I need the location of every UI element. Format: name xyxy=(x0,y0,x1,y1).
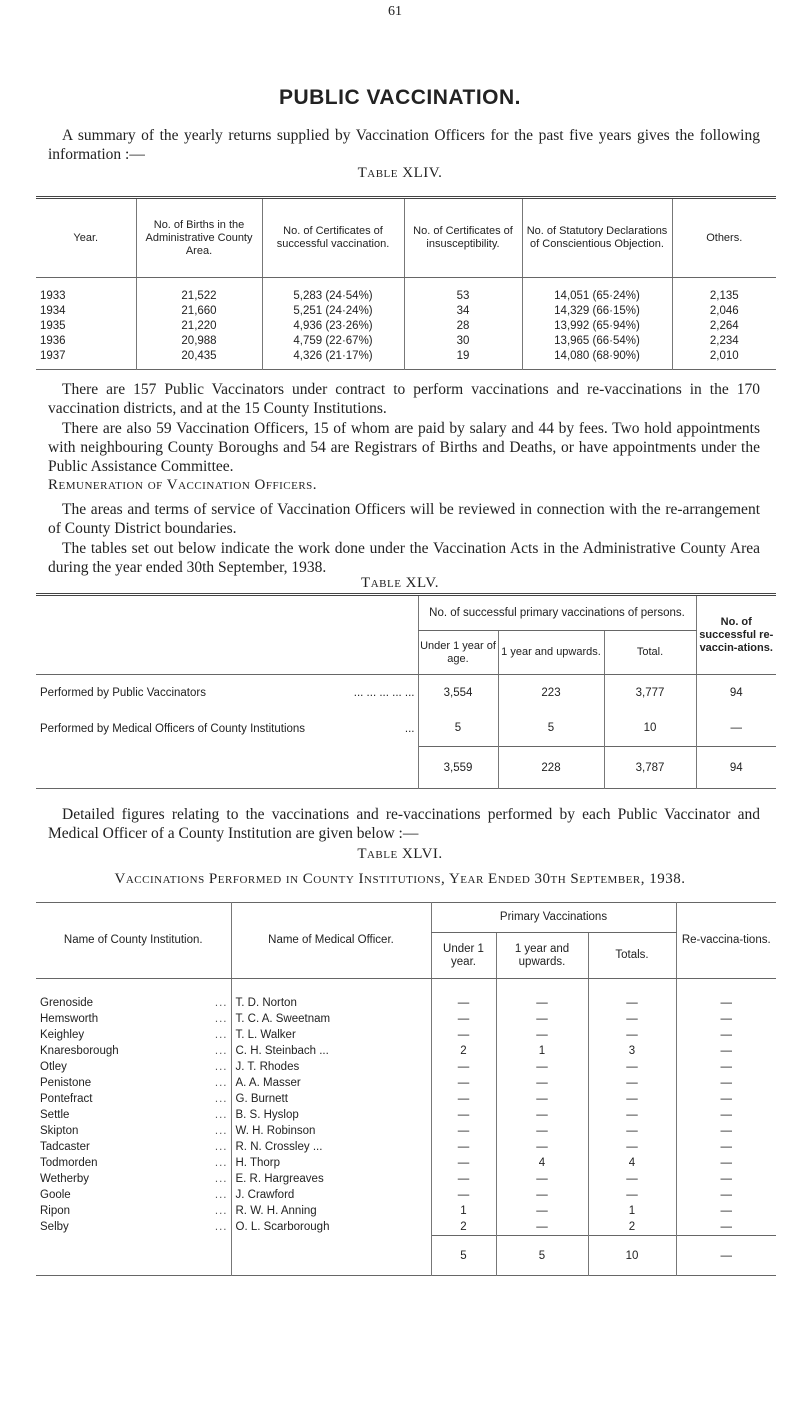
table-row xyxy=(36,333,776,348)
table-row xyxy=(36,1107,776,1123)
cell-revacc: — xyxy=(676,1155,776,1171)
cell: 5,283 (24·54%) xyxy=(262,278,404,304)
col-header-year: Year. xyxy=(36,198,136,278)
cell-under1: — xyxy=(431,1139,496,1155)
cell-totals: — xyxy=(588,1027,676,1043)
cell: 14,051 (65·24%) xyxy=(522,278,672,304)
cell-under1: — xyxy=(431,1091,496,1107)
col-header-births: No. of Births in the Administrative County Area. xyxy=(136,198,262,278)
table-row xyxy=(36,1203,776,1219)
table-xliv xyxy=(36,196,776,370)
totals-row xyxy=(36,1236,776,1276)
table44-caption: Table XLIV. xyxy=(357,165,443,181)
cell: 28 xyxy=(404,318,522,333)
cell-revacc: — xyxy=(676,1171,776,1187)
officer-name: H. Thorp xyxy=(231,1155,431,1171)
table-row xyxy=(36,1059,776,1075)
cell-under1: — xyxy=(431,1171,496,1187)
cell-revacc: — xyxy=(676,1043,776,1059)
paragraph-detailed: Detailed figures relating to the vaccinations and re-vaccinations performed by each Public Vaccinator and Medical Officer of a County Institution are given below :— xyxy=(48,806,760,842)
cell-totals: — xyxy=(588,1123,676,1139)
cell: 1937 xyxy=(40,349,66,362)
col-header-others: Others. xyxy=(672,198,776,278)
totals-row xyxy=(36,747,776,789)
cell-totals: 3 xyxy=(588,1043,676,1059)
cell-totals: 2 xyxy=(588,1219,676,1236)
table-row xyxy=(36,711,776,747)
institution-name: Otley ... xyxy=(40,1061,228,1073)
total-cell: 228 xyxy=(498,747,604,789)
table-xlv xyxy=(36,593,776,789)
col-header-upwards: 1 year and upwards. xyxy=(498,631,604,675)
table-row xyxy=(36,1027,776,1043)
col-header-under1: Under 1 year. xyxy=(431,933,496,979)
cell: 1933 xyxy=(40,289,66,302)
total-cell: 3,787 xyxy=(604,747,696,789)
cell-under1: — xyxy=(431,1059,496,1075)
officer-name: R. N. Crossley ... xyxy=(231,1139,431,1155)
table-row xyxy=(36,1091,776,1107)
cell: 1934 xyxy=(40,304,66,317)
paragraph-review: The areas and terms of service of Vaccination Officers will be reviewed in connection with the re-arrangement of County District boundaries. xyxy=(48,501,760,537)
cell-under1: — xyxy=(431,1075,496,1091)
col-header-institution: Name of County Institution. xyxy=(36,903,231,979)
cell: 21,522 xyxy=(136,278,262,304)
cell-totals: 4 xyxy=(588,1155,676,1171)
col-header-revacc: Re-vaccina-tions. xyxy=(676,903,776,979)
cell-under1: — xyxy=(431,1027,496,1043)
cell-upwards: — xyxy=(496,1011,588,1027)
officer-name: J. T. Rhodes xyxy=(231,1059,431,1075)
officer-name: G. Burnett xyxy=(231,1091,431,1107)
cell-totals: 1 xyxy=(588,1203,676,1219)
cell-revacc: — xyxy=(676,1075,776,1091)
officer-name: O. L. Scarborough xyxy=(231,1219,431,1236)
institution-name: Ripon ... xyxy=(40,1205,228,1217)
cell: 2,010 xyxy=(672,348,776,370)
table-row xyxy=(36,1011,776,1027)
institution-name: Todmorden ... xyxy=(40,1157,228,1169)
cell-revacc: — xyxy=(676,1139,776,1155)
section-heading-remuneration: Remuneration of Vaccination Officers. xyxy=(48,477,318,493)
cell: 20,435 xyxy=(136,348,262,370)
cell-totals: — xyxy=(588,1107,676,1123)
paragraph-tables-intro: The tables set out below indicate the work done under the Vaccination Acts in the Administrative County Area during the year ended 30th September, 1938. xyxy=(48,540,760,576)
table-row xyxy=(36,675,776,711)
blank-cell xyxy=(231,1236,431,1276)
institution-name: Pontefract ... xyxy=(40,1093,228,1105)
cell-upwards: — xyxy=(496,1027,588,1043)
row-label: Performed by Medical Officers of County Institutions ... xyxy=(40,722,415,735)
table46-caption: Table XLVI. xyxy=(357,846,443,862)
officer-name: B. S. Hyslop xyxy=(231,1107,431,1123)
col-header-upwards: 1 year and upwards. xyxy=(496,933,588,979)
blank-header xyxy=(36,595,418,675)
cell-revacc: — xyxy=(676,1059,776,1075)
cell: 1936 xyxy=(40,334,66,347)
cell-revacc: — xyxy=(676,1011,776,1027)
cell: 2,234 xyxy=(672,333,776,348)
table-row xyxy=(36,318,776,333)
cell: 19 xyxy=(404,348,522,370)
cell-totals: — xyxy=(588,1171,676,1187)
total-cell: 3,559 xyxy=(418,747,498,789)
institution-name: Grenoside ... xyxy=(40,997,228,1009)
table-row xyxy=(36,348,776,370)
cell-upwards: — xyxy=(496,1091,588,1107)
group-header-primary: Primary Vaccinations xyxy=(431,903,676,933)
cell: 14,329 (66·15%) xyxy=(522,303,672,318)
col-header-officer: Name of Medical Officer. xyxy=(231,903,431,979)
table-row xyxy=(36,1075,776,1091)
cell-under1: 2 xyxy=(431,1043,496,1059)
cell: 13,965 (66·54%) xyxy=(522,333,672,348)
cell: 5,251 (24·24%) xyxy=(262,303,404,318)
cell-under1: — xyxy=(431,1107,496,1123)
cell-totals: — xyxy=(588,1139,676,1155)
officer-name: A. A. Masser xyxy=(231,1075,431,1091)
cell: 30 xyxy=(404,333,522,348)
table-row xyxy=(36,303,776,318)
cell: 223 xyxy=(498,675,604,711)
cell: 2,046 xyxy=(672,303,776,318)
table-row xyxy=(36,278,776,304)
cell-revacc: — xyxy=(676,995,776,1011)
institution-name: Tadcaster ... xyxy=(40,1141,228,1153)
officer-name: T. C. A. Sweetnam xyxy=(231,1011,431,1027)
cell-upwards: — xyxy=(496,1123,588,1139)
institution-name: Settle ... xyxy=(40,1109,228,1121)
paragraph-officers: There are also 59 Vaccination Officers, 15 of whom are paid by salary and 44 by fees. Two hold appointments with neighbouring County Boroughs and 54 are Registrars of Births and Deaths, or have appointments under the Public Assistance Committee. xyxy=(48,420,760,475)
cell: 14,080 (68·90%) xyxy=(522,348,672,370)
cell-upwards: — xyxy=(496,995,588,1011)
cell-upwards: — xyxy=(496,1171,588,1187)
total-cell: 94 xyxy=(696,747,776,789)
total-totals: 10 xyxy=(588,1236,676,1276)
table-xlvi xyxy=(36,902,776,1276)
cell-upwards: 1 xyxy=(496,1043,588,1059)
institution-name: Goole ... xyxy=(40,1189,228,1201)
cell: 1935 xyxy=(40,319,66,332)
cell-under1: — xyxy=(431,1187,496,1203)
cell: 34 xyxy=(404,303,522,318)
cell: 13,992 (65·94%) xyxy=(522,318,672,333)
total-revacc: — xyxy=(676,1236,776,1276)
cell-upwards: — xyxy=(496,1203,588,1219)
row-label: Performed by Public Vaccinators ... ... ... ... ... xyxy=(40,686,415,699)
cell: 94 xyxy=(696,675,776,711)
cell-upwards: — xyxy=(496,1139,588,1155)
cell-totals: — xyxy=(588,1091,676,1107)
cell-under1: — xyxy=(431,1155,496,1171)
institution-name: Hemsworth ... xyxy=(40,1013,228,1025)
institution-name: Knaresborough ... xyxy=(40,1045,228,1057)
institution-name: Skipton ... xyxy=(40,1125,228,1137)
cell-revacc: — xyxy=(676,1107,776,1123)
officer-name: E. R. Hargreaves xyxy=(231,1171,431,1187)
cell-under1: — xyxy=(431,995,496,1011)
page-title: PUBLIC VACCINATION. xyxy=(278,86,522,109)
cell-revacc: — xyxy=(676,1203,776,1219)
cell-totals: — xyxy=(588,1075,676,1091)
cell: 4,326 (21·17%) xyxy=(262,348,404,370)
cell: 3,777 xyxy=(604,675,696,711)
table-row xyxy=(36,1139,776,1155)
officer-name: C. H. Steinbach ... xyxy=(231,1043,431,1059)
institution-name: Penistone ... xyxy=(40,1077,228,1089)
col-header-revaccinations: No. of successful re-vaccin-ations. xyxy=(696,595,776,675)
intro-paragraph: A summary of the yearly returns supplied by Vaccination Officers for the past five years gives the following information :— xyxy=(48,127,760,163)
col-header-objection: No. of Statutory Declarations of Conscientious Objection. xyxy=(522,198,672,278)
cell: 21,660 xyxy=(136,303,262,318)
officer-name: T. L. Walker xyxy=(231,1027,431,1043)
institution-name: Keighley ... xyxy=(40,1029,228,1041)
table-row xyxy=(36,1219,776,1236)
total-upwards: 5 xyxy=(496,1236,588,1276)
cell-under1: — xyxy=(431,1123,496,1139)
col-header-under1: Under 1 year of age. xyxy=(418,631,498,675)
blank-cell xyxy=(36,1236,231,1276)
institution-name: Wetherby ... xyxy=(40,1173,228,1185)
cell: 2,135 xyxy=(672,278,776,304)
table-row xyxy=(36,995,776,1011)
cell: 53 xyxy=(404,278,522,304)
cell-under1: 2 xyxy=(431,1219,496,1236)
officer-name: J. Crawford xyxy=(231,1187,431,1203)
cell: 5 xyxy=(498,711,604,747)
cell-upwards: — xyxy=(496,1075,588,1091)
page-number: 61 xyxy=(388,4,402,19)
table46-subtitle: Vaccinations Performed in County Institutions, Year Ended 30th September, 1938. xyxy=(114,871,686,887)
cell: 20,988 xyxy=(136,333,262,348)
cell: 10 xyxy=(604,711,696,747)
cell-totals: — xyxy=(588,1187,676,1203)
cell-totals: — xyxy=(588,1011,676,1027)
cell: 2,264 xyxy=(672,318,776,333)
cell-upwards: — xyxy=(496,1187,588,1203)
table-row xyxy=(36,1155,776,1171)
cell-under1: 1 xyxy=(431,1203,496,1219)
col-header-total: Total. xyxy=(604,631,696,675)
cell-upwards: — xyxy=(496,1059,588,1075)
group-header-primary: No. of successful primary vaccinations of persons. xyxy=(418,595,696,631)
officer-name: T. D. Norton xyxy=(231,995,431,1011)
table45-caption: Table XLV. xyxy=(361,575,439,591)
cell: 4,936 (23·26%) xyxy=(262,318,404,333)
cell-revacc: — xyxy=(676,1187,776,1203)
institution-name: Selby ... xyxy=(40,1221,228,1234)
table-row xyxy=(36,1187,776,1203)
officer-name: W. H. Robinson xyxy=(231,1123,431,1139)
paragraph-vaccinators: There are 157 Public Vaccinators under contract to perform vaccinations and re-vaccinations in the 170 vaccination districts, and at the 15 County Institutions. xyxy=(48,381,760,417)
total-under1: 5 xyxy=(431,1236,496,1276)
col-header-insusceptibility: No. of Certificates of insusceptibility. xyxy=(404,198,522,278)
cell-totals: — xyxy=(588,1059,676,1075)
cell-revacc: — xyxy=(676,1123,776,1139)
cell-revacc: — xyxy=(676,1027,776,1043)
cell-under1: — xyxy=(431,1011,496,1027)
cell-upwards: 4 xyxy=(496,1155,588,1171)
table-row xyxy=(36,1043,776,1059)
cell-upwards: — xyxy=(496,1107,588,1123)
cell-revacc: — xyxy=(676,1091,776,1107)
table-row xyxy=(36,1171,776,1187)
cell: 3,554 xyxy=(418,675,498,711)
cell: — xyxy=(696,711,776,747)
col-header-totals: Totals. xyxy=(588,933,676,979)
blank-cell xyxy=(36,747,418,789)
cell-revacc: — xyxy=(676,1219,776,1236)
cell-upwards: — xyxy=(496,1219,588,1236)
cell: 21,220 xyxy=(136,318,262,333)
col-header-successful: No. of Certificates of successful vaccination. xyxy=(262,198,404,278)
cell: 4,759 (22·67%) xyxy=(262,333,404,348)
cell-totals: — xyxy=(588,995,676,1011)
cell: 5 xyxy=(418,711,498,747)
table-row xyxy=(36,1123,776,1139)
officer-name: R. W. H. Anning xyxy=(231,1203,431,1219)
